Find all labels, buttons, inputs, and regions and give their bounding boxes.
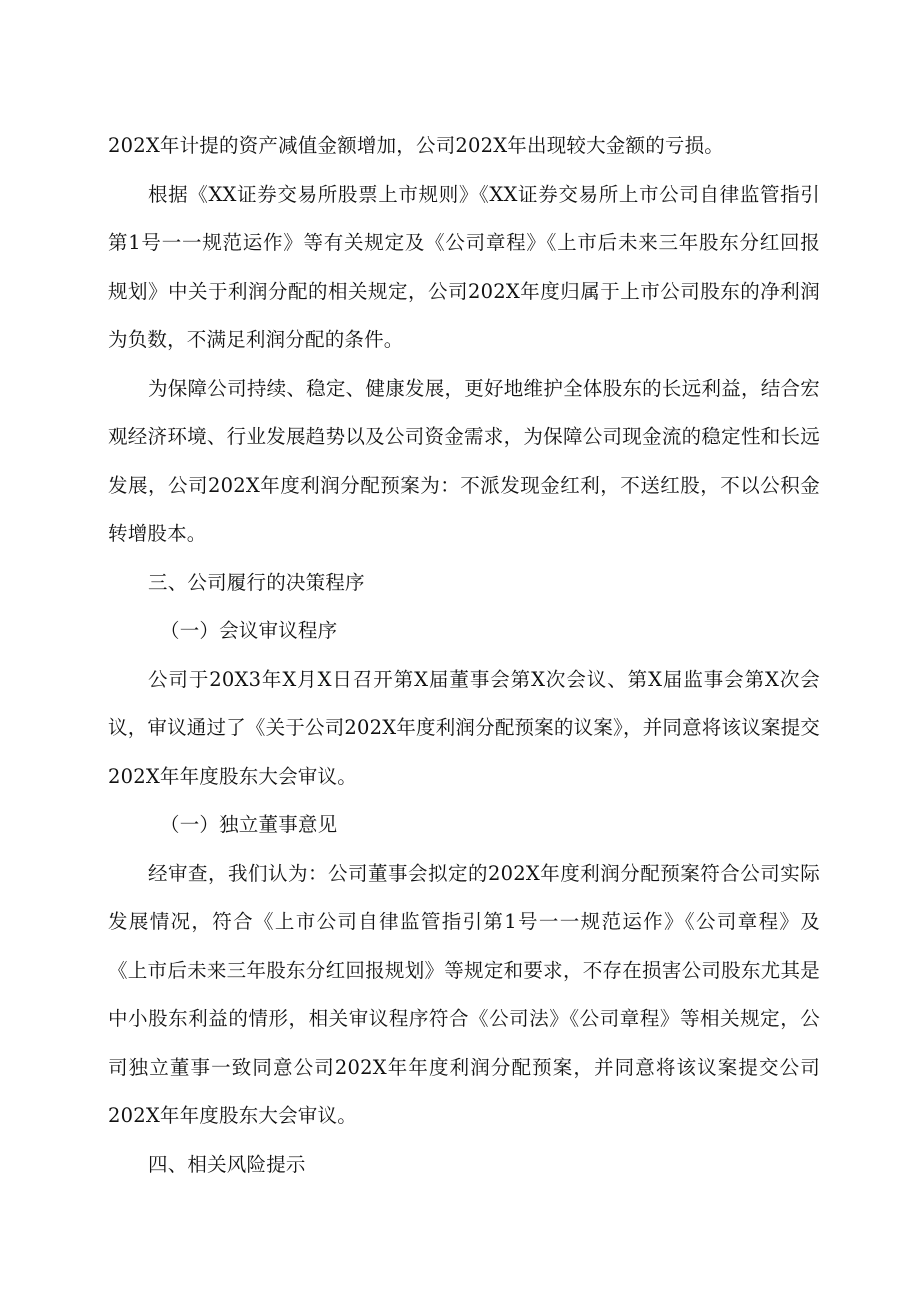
paragraph-independent-directors-opinion: 经审查，我们认为：公司董事会拟定的202X年度利润分配预案符合公司实际发展情况，符合《上市公司自律监管指引第1号一一规范运作》《公司章程》及《上市后未来三年股东分红回报规划》等规定和要求，不存在损害公司股东尤其是中小股东利益的情形，相关审议程序符合《公司法》《公司章程》等相关规定，公司独立董事一致同意公司202X年年度利润分配预案，并同意将该议案提交公司202X年年度股东大会审议。 [108, 861, 820, 1127]
section-title-risk-warning: 四、相关风险提示 [148, 1152, 306, 1176]
subsection-title-meeting-review: （一）会议审议程序 [160, 619, 338, 642]
document-body [108, 122, 820, 1189]
section-title-decision-procedure: 三、公司履行的决策程序 [148, 570, 365, 594]
paragraph-meeting-review: 公司于20X3年X月X日召开第X届董事会第X次会议、第X届监事会第X次会议，审议通过了《关于公司202X年度利润分配预案的议案》，并同意将该议案提交202X年年度股东大会审议。 [108, 667, 820, 788]
subsection-title-independent-directors: （一）独立董事意见 [160, 813, 338, 836]
paragraph-loss-statement: 202X年计提的资产减值金额增加，公司202X年出现较大金额的亏损。 [108, 134, 725, 157]
paragraph-distribution-plan: 为保障公司持续、稳定、健康发展，更好地维护全体股东的长远利益，结合宏观经济环境、行业发展趋势以及公司资金需求，为保障公司现金流的稳定性和长远发展，公司202X年度利润分配预案为：不派发现金红利，不送红股，不以公积金转增股本。 [108, 376, 820, 545]
paragraph-regulation-basis: 根据《XX证券交易所股票上市规则》《XX证券交易所上市公司自律监管指引第1号一一规范运作》等有关规定及《公司章程》《上市后未来三年股东分红回报规划》中关于利润分配的相关规定，公司202X年度归属于上市公司股东的净利润为负数，不满足利润分配的条件。 [108, 182, 820, 351]
